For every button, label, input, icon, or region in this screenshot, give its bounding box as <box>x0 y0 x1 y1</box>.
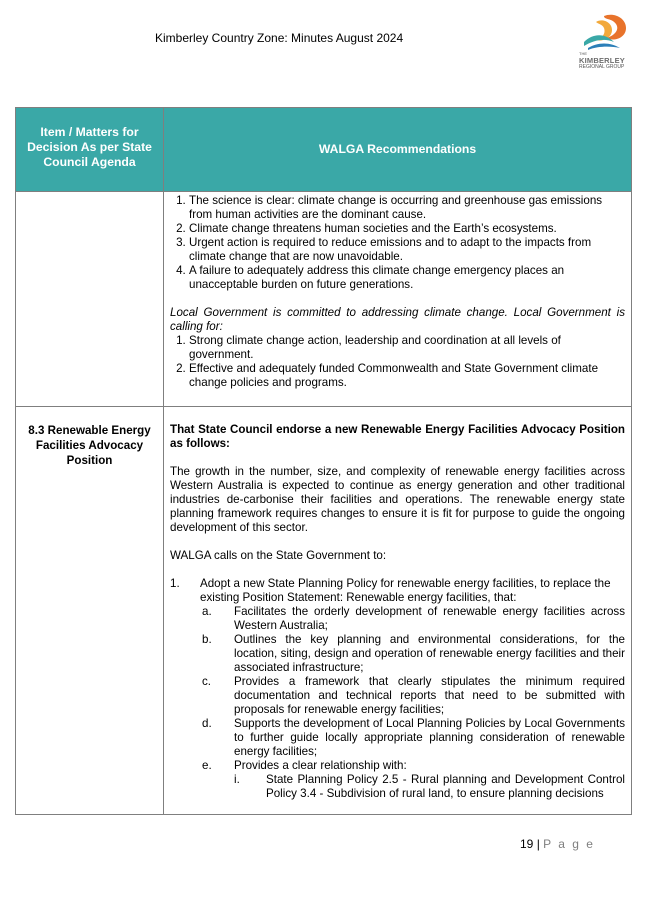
row2-label-cell: 8.3 Renewable Energy Facilities Advocacy Position <box>16 407 164 815</box>
recommendations-table <box>15 107 632 815</box>
row1-label-cell <box>16 192 164 407</box>
sub-number: b. <box>202 633 212 646</box>
footer-separator: | <box>536 837 540 851</box>
table-row <box>16 407 632 815</box>
endorse-intro: That State Council endorse a new Renewable Energy Facilities Advocacy Position as follows: <box>170 423 625 450</box>
list-item <box>234 773 625 801</box>
logo-sub-text: REGIONAL GROUP <box>579 64 625 70</box>
list-item: 1. The science is clear: climate change is occurring and greenhouse gas emissions from human activities are the dominant cause. <box>189 194 625 222</box>
commitment-paragraph: Local Government is committed to addressing climate change. Local Government is calling for: <box>170 306 625 333</box>
sub-text: Provides a framework that clearly stipulates the minimum required documentation and technical reports that need to be submitted with proposals for renewable energy facilities; <box>234 675 625 716</box>
list-item: 2. Climate change threatens human societies and the Earth’s ecosystems. <box>189 222 625 236</box>
list-item <box>202 633 625 675</box>
science-list <box>170 194 625 292</box>
list-item <box>202 717 625 759</box>
item1-text: Adopt a new State Planning Policy for renewable energy facilities, to replace the existing Position Statement: Renewable energy facilities, that: <box>200 577 611 604</box>
subsub-text: State Planning Policy 2.5 - Rural planning and Development Control Policy 3.4 - Subdivision of rural land, to ensure planning decisions <box>266 773 625 800</box>
row2-content-cell <box>164 407 632 815</box>
col2-header: WALGA Recommendations <box>164 108 632 192</box>
sub-number: d. <box>202 717 212 730</box>
page-label: P a g e <box>543 837 595 851</box>
list-item: 2. Effective and adequately funded Commonwealth and State Government climate change policies and programs. <box>189 362 625 390</box>
logo-main-text: KIMBERLEY <box>579 56 625 65</box>
list-item: 4. A failure to adequately address this climate change emergency places an unacceptable burden on future generations. <box>189 264 625 292</box>
sub-text: Facilitates the orderly development of renewable energy facilities across Western Australia; <box>234 605 625 632</box>
subsub-number: i. <box>234 773 240 786</box>
logo-text <box>579 50 639 71</box>
table-row <box>16 192 632 407</box>
list-item: 3. Urgent action is required to reduce emissions and to adapt to the impacts from climate change that are now unavoidable. <box>189 236 625 264</box>
list-item <box>202 759 625 773</box>
sub-number: a. <box>202 605 212 618</box>
sub-text: Supports the development of Local Planning Policies by Local Governments to further guide locally appropriate planning consideration of renewable energy facilities; <box>234 717 625 758</box>
item1-number: 1. <box>170 577 180 590</box>
sub-number: c. <box>202 675 212 688</box>
sub-text: Provides a clear relationship with: <box>234 759 407 772</box>
sub-text: Outlines the key planning and environmental considerations, for the location, siting, design and operation of renewable energy facilities and their associated infrastructure; <box>234 633 625 674</box>
page-footer <box>520 837 595 851</box>
calling-for-list <box>170 334 625 390</box>
list-item <box>170 577 625 605</box>
page-number: 19 <box>520 837 534 851</box>
sub-number: e. <box>202 759 212 772</box>
row1-content-cell <box>164 192 632 407</box>
col1-header: Item / Matters for Decision As per State Council Agenda <box>16 108 164 192</box>
list-item <box>202 675 625 717</box>
table-header-row <box>16 108 632 192</box>
list-item: 1. Strong climate change action, leadership and coordination at all levels of government. <box>189 334 625 362</box>
growth-paragraph: The growth in the number, size, and complexity of renewable energy facilities across Western Australia is expected to continue as energy generation and other traditional industries de-carbonise their facilities and operations. The renewable energy state planning framework requires changes to ensure it is fit for purpose to guide the ongoing development of this sector. <box>170 465 625 534</box>
logo-small-text: THE <box>579 51 587 56</box>
walga-calls-paragraph: WALGA calls on the State Government to: <box>170 549 387 562</box>
list-item <box>202 605 625 633</box>
page-header-title: Kimberley Country Zone: Minutes August 2024 <box>155 31 404 45</box>
